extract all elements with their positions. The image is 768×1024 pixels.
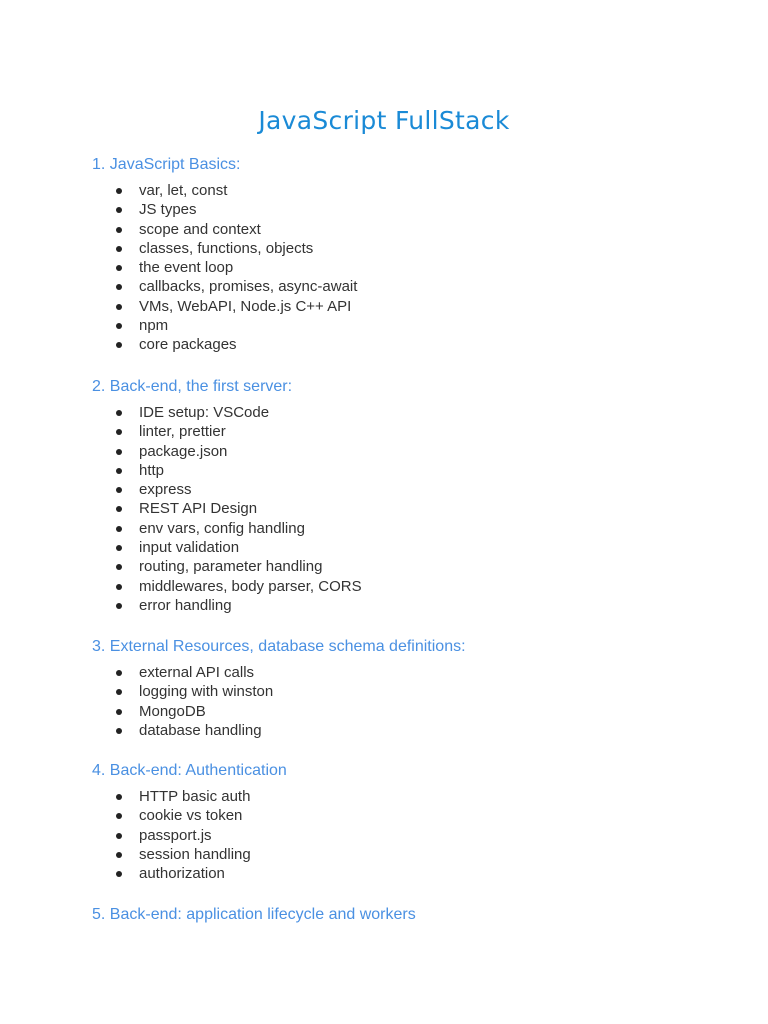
bullet-icon	[116, 468, 122, 474]
list-item-text: the event loop	[139, 259, 234, 277]
list-item	[92, 442, 712, 461]
bullet-icon	[116, 709, 122, 715]
list-item	[92, 297, 712, 316]
section-heading: 5. Back-end: application lifecycle and workers	[92, 906, 416, 923]
list-item	[92, 220, 712, 239]
bullet-icon	[116, 728, 122, 734]
list-item	[92, 181, 712, 200]
bullet-icon	[116, 584, 122, 590]
list-item	[92, 538, 712, 557]
section-backend-authentication	[92, 761, 712, 883]
list-item-text: authorization	[139, 865, 225, 883]
section-backend-lifecycle-workers	[92, 905, 712, 925]
list-item-text: var, let, const	[139, 182, 228, 199]
bullet-icon	[116, 342, 122, 348]
list-item	[92, 845, 712, 864]
list-item-text: VMs, WebAPI, Node.js C++ API	[139, 297, 352, 315]
list-item	[92, 663, 712, 682]
bullet-icon	[116, 689, 122, 695]
bullet-icon	[116, 670, 122, 676]
section-backend-first-server	[92, 377, 712, 615]
bullet-icon	[116, 603, 122, 609]
bullet-icon	[116, 284, 122, 290]
list-item-text: express	[139, 481, 192, 499]
list-item-text: error handling	[139, 596, 232, 614]
list-item	[92, 864, 712, 883]
bullet-icon	[116, 564, 122, 570]
bullet-icon	[116, 852, 122, 858]
list-item-text: passport.js	[139, 826, 212, 844]
list-item	[92, 721, 712, 740]
bullet-icon	[116, 526, 122, 532]
bullet-icon	[116, 794, 122, 800]
list-item	[92, 316, 712, 335]
list-item	[92, 702, 712, 721]
list-item	[92, 577, 712, 596]
bullet-icon	[116, 813, 122, 819]
list-item-text: HTTP basic auth	[139, 788, 251, 805]
bullet-list	[92, 403, 712, 615]
list-item	[92, 403, 712, 422]
list-item-text: IDE setup: VSCode	[139, 404, 270, 421]
list-item-text: npm	[139, 317, 169, 335]
list-item	[92, 277, 712, 296]
list-item	[92, 480, 712, 499]
list-item	[92, 422, 712, 441]
bullet-icon	[116, 188, 122, 194]
section-heading: 3. External Resources, database schema definitions:	[92, 638, 466, 655]
list-item	[92, 461, 712, 480]
section-external-resources	[92, 637, 712, 740]
section-heading: 4. Back-end: Authentication	[92, 762, 287, 779]
bullet-icon	[116, 506, 122, 512]
bullet-icon	[116, 429, 122, 435]
bullet-icon	[116, 246, 122, 252]
bullet-icon	[116, 265, 122, 271]
list-item	[92, 335, 712, 354]
bullet-icon	[116, 545, 122, 551]
list-item-text: linter, prettier	[139, 423, 226, 441]
bullet-list	[92, 663, 712, 740]
list-item-text: classes, functions, objects	[139, 239, 314, 257]
list-item	[92, 806, 712, 825]
bullet-list	[92, 787, 712, 883]
bullet-icon	[116, 871, 122, 877]
bullet-icon	[116, 449, 122, 455]
bullet-icon	[116, 487, 122, 493]
list-item-text: callbacks, promises, async-await	[139, 278, 358, 296]
bullet-icon	[116, 410, 122, 416]
bullet-icon	[116, 323, 122, 329]
list-item	[92, 682, 712, 701]
list-item-text: package.json	[139, 442, 228, 460]
list-item-text: env vars, config handling	[139, 519, 305, 537]
bullet-icon	[116, 304, 122, 310]
section-heading: 2. Back-end, the first server:	[92, 378, 293, 395]
list-item-text: input validation	[139, 539, 240, 557]
list-item	[92, 519, 712, 538]
bullet-icon	[116, 833, 122, 839]
list-item-text: scope and context	[139, 220, 261, 238]
list-item-text: external API calls	[139, 664, 255, 681]
list-item	[92, 557, 712, 576]
list-item	[92, 258, 712, 277]
list-item-text: http	[139, 461, 165, 479]
list-item-text: middlewares, body parser, CORS	[139, 577, 362, 595]
bullet-list	[92, 181, 712, 355]
list-item-text: MongoDB	[139, 702, 206, 720]
bullet-icon	[116, 207, 122, 213]
list-item-text: JS types	[139, 201, 197, 219]
list-item-text: logging with winston	[139, 683, 274, 701]
list-item-text: cookie vs token	[139, 807, 243, 825]
list-item	[92, 200, 712, 219]
list-item	[92, 239, 712, 258]
section-javascript-basics	[92, 155, 712, 355]
list-item-text: routing, parameter handling	[139, 558, 323, 576]
section-heading: 1. JavaScript Basics:	[92, 156, 241, 173]
list-item	[92, 787, 712, 806]
list-item-text: session handling	[139, 845, 251, 863]
bullet-icon	[116, 227, 122, 233]
list-item	[92, 826, 712, 845]
list-item-text: database handling	[139, 721, 262, 739]
list-item-text: core packages	[139, 336, 237, 354]
list-item	[92, 596, 712, 615]
list-item-text: REST API Design	[139, 500, 258, 518]
list-item	[92, 499, 712, 518]
document-title: JavaScript FullStack	[258, 106, 510, 135]
